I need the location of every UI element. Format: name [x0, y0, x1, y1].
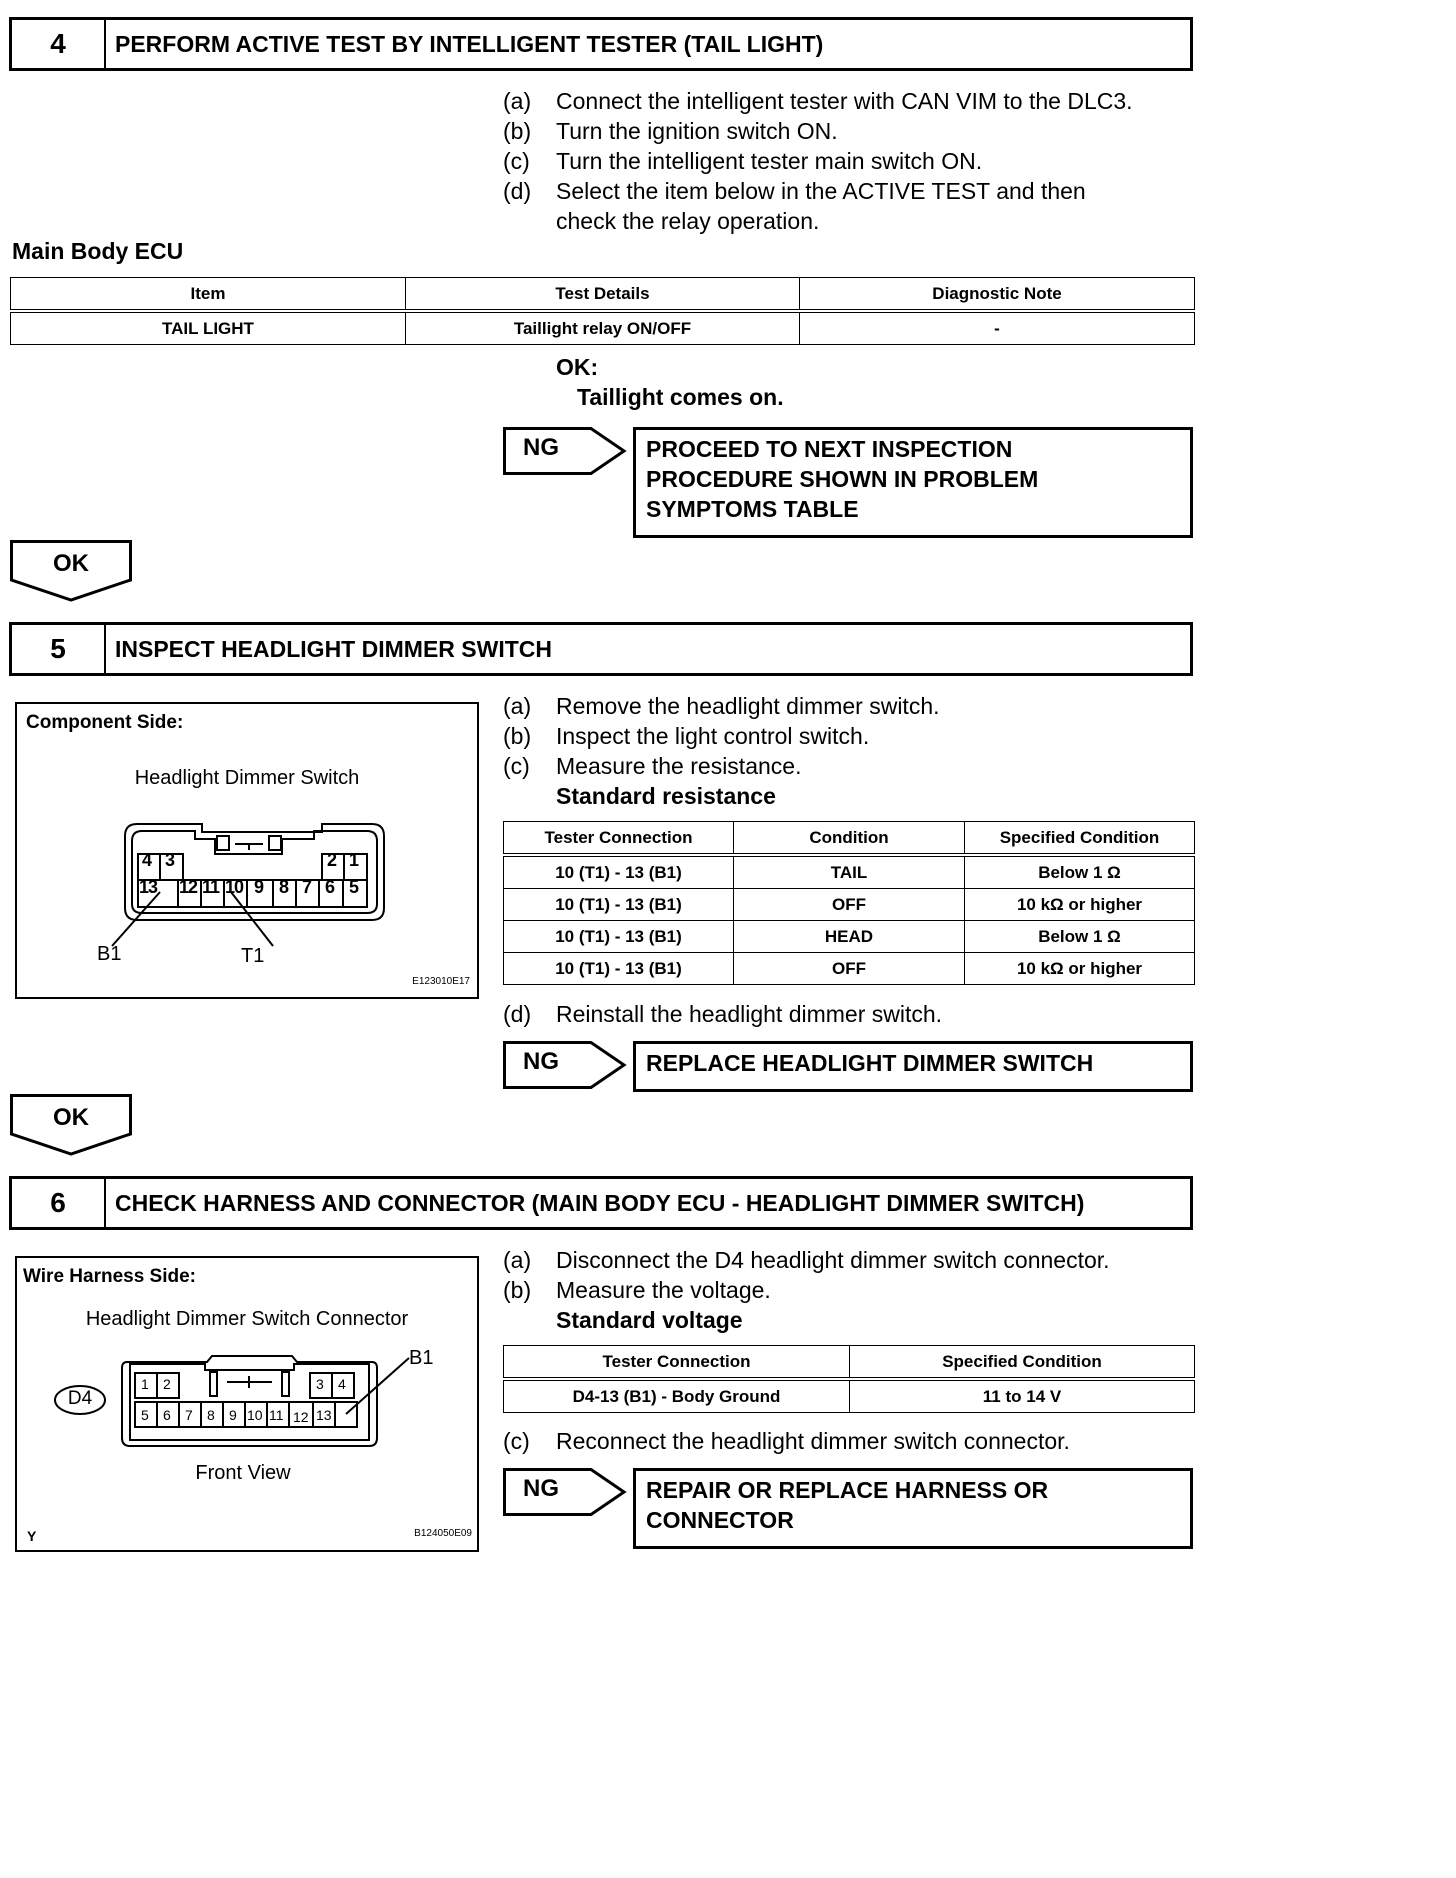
- step5-item-b: (b) Inspect the light control switch.: [503, 723, 870, 749]
- table-cell: Taillight relay ON/OFF: [406, 311, 800, 345]
- table-cell: OFF: [734, 889, 965, 921]
- pin-label: 11: [269, 1407, 284, 1423]
- table-row: [504, 855, 1195, 889]
- ok-criteria-text: Taillight comes on.: [577, 384, 784, 410]
- pin-label: 3: [316, 1376, 324, 1392]
- step6-instructions: [503, 1245, 1110, 1335]
- callout-b1: B1: [97, 943, 122, 965]
- table-row: [504, 953, 1195, 985]
- pin-label: 10: [225, 877, 244, 897]
- ng-action-box: [633, 427, 1193, 538]
- table-header-cell: Specified Condition: [965, 822, 1195, 856]
- ng-label: NG: [523, 434, 559, 461]
- ng-arrow-icon: [503, 427, 627, 475]
- step5-instructions: [503, 691, 940, 811]
- step4-item-d: (d) Select the item below in the ACTIVE TEST and then: [503, 178, 1086, 204]
- ng-tag: [503, 427, 627, 475]
- step4-item-c: (c) Turn the intelligent tester main switch ON.: [503, 148, 983, 174]
- table-header-cell: Condition: [734, 822, 965, 856]
- step6-number: 6: [12, 1179, 106, 1227]
- step5-number: 5: [12, 625, 106, 673]
- wire-harness-side-figure: [15, 1256, 479, 1552]
- ng-tag: [503, 1468, 627, 1516]
- step4-title: PERFORM ACTIVE TEST BY INTELLIGENT TESTER (TAIL LIGHT): [115, 30, 824, 57]
- pin-label: 8: [279, 877, 290, 897]
- table-cell: 10 (T1) - 13 (B1): [504, 889, 734, 921]
- ng-tag: [503, 1041, 627, 1089]
- figure-side-label: Wire Harness Side:: [23, 1266, 197, 1287]
- table-cell: OFF: [734, 953, 965, 985]
- step4-item-a: (a) Connect the intelligent tester with CAN VIM to the DLC3.: [503, 88, 1133, 114]
- ng-action-line: PROCEED TO NEXT INSPECTION: [646, 436, 1013, 462]
- callout-t1: T1: [241, 945, 265, 967]
- step6-item-b: (b) Measure the voltage.: [503, 1277, 771, 1303]
- table-cell: 10 (T1) - 13 (B1): [504, 953, 734, 985]
- table-cell: Below 1 Ω: [965, 921, 1195, 953]
- table-header-cell: Item: [11, 278, 406, 312]
- step5-header: [9, 622, 1193, 676]
- pin-label: 2: [327, 850, 338, 870]
- pin-label: 8: [207, 1407, 215, 1423]
- step5-title: INSPECT HEADLIGHT DIMMER SWITCH: [115, 635, 552, 662]
- ng-label: NG: [523, 1048, 559, 1075]
- corner-letter: Y: [27, 1528, 37, 1544]
- figure-component-label: Headlight Dimmer Switch Connector: [85, 1308, 409, 1330]
- table-row: [504, 921, 1195, 953]
- table-row: [11, 311, 1195, 345]
- ng-action-box: [633, 1041, 1193, 1092]
- ng-arrow-icon: [503, 1041, 627, 1089]
- step6-title: CHECK HARNESS AND CONNECTOR (MAIN BODY ECU - HEADLIGHT DIMMER SWITCH): [115, 1189, 1085, 1216]
- table-header-cell: Diagnostic Note: [800, 278, 1195, 312]
- ok-arrow: [10, 1094, 132, 1156]
- view-label: Front View: [195, 1462, 291, 1484]
- active-test-table: [10, 277, 1195, 345]
- callout-b1: B1: [409, 1347, 434, 1369]
- table-cell: 10 (T1) - 13 (B1): [504, 855, 734, 889]
- figure-component-label: Headlight Dimmer Switch: [134, 767, 360, 789]
- step4-item-b: (b) Turn the ignition switch ON.: [503, 118, 838, 144]
- ng-action-line: REPAIR OR REPLACE HARNESS OR: [646, 1477, 1049, 1503]
- ok-arrow-label: OK: [53, 550, 89, 577]
- resistance-table: [503, 821, 1195, 985]
- table-row: [504, 889, 1195, 921]
- step6-spec-title: Standard voltage: [556, 1307, 743, 1333]
- figure-code: E123010E17: [412, 976, 470, 987]
- pin-label: 10: [247, 1407, 263, 1423]
- table-cell: TAIL: [734, 855, 965, 889]
- table-header-cell: Tester Connection: [504, 822, 734, 856]
- step4-item-d-cont: check the relay operation.: [556, 208, 820, 234]
- step5-item-c: (c) Measure the resistance.: [503, 753, 802, 779]
- table-header-row: [504, 822, 1195, 856]
- pin-label: 1: [141, 1376, 149, 1392]
- ng-action-line: SYMPTOMS TABLE: [646, 496, 859, 522]
- table-cell: 10 (T1) - 13 (B1): [504, 921, 734, 953]
- step4-header: [9, 17, 1193, 71]
- ng-action-box: [633, 1468, 1193, 1549]
- pin-label: 13: [316, 1407, 332, 1423]
- component-side-figure: [15, 702, 479, 999]
- step4-instructions: [503, 86, 1133, 236]
- connector-id: D4: [67, 1388, 93, 1409]
- pin-label: 9: [229, 1407, 237, 1423]
- pin-label: 12: [293, 1409, 309, 1425]
- ng-action-line: CONNECTOR: [646, 1507, 794, 1533]
- step5-spec-title: Standard resistance: [556, 783, 776, 809]
- table-cell: HEAD: [734, 921, 965, 953]
- pin-label: 6: [163, 1407, 171, 1423]
- pin-label: 9: [254, 877, 265, 897]
- pin-label: 4: [338, 1376, 346, 1392]
- ng-arrow-icon: [503, 1468, 627, 1516]
- table-row: [504, 1379, 1195, 1413]
- table-cell: -: [800, 311, 1195, 345]
- pin-label: 4: [142, 850, 153, 870]
- pin-label: 11: [202, 877, 220, 897]
- pin-label: 7: [185, 1407, 193, 1423]
- table-cell: 10 kΩ or higher: [965, 953, 1195, 985]
- table-header-cell: Test Details: [406, 278, 800, 312]
- table-cell: D4-13 (B1) - Body Ground: [504, 1379, 850, 1413]
- table-header-row: [504, 1346, 1195, 1380]
- table-cell: 11 to 14 V: [850, 1379, 1195, 1413]
- step6-instruction-c: (c) Reconnect the headlight dimmer switch connector.: [503, 1428, 1070, 1454]
- pin-label: 13: [139, 877, 158, 897]
- pin-label: 12: [179, 877, 198, 897]
- table-header-cell: Specified Condition: [850, 1346, 1195, 1380]
- step5-instruction-d: (d) Reinstall the headlight dimmer switch.: [503, 1001, 943, 1027]
- table-cell: 10 kΩ or higher: [965, 889, 1195, 921]
- pin-label: 1: [349, 850, 360, 870]
- ok-criteria-label: OK:: [556, 354, 599, 380]
- table-caption: Main Body ECU: [12, 238, 184, 264]
- pin-label: 5: [349, 877, 360, 897]
- ok-arrow: [10, 540, 132, 602]
- pin-label: 7: [302, 877, 313, 897]
- step6-header: [9, 1176, 1193, 1230]
- table-cell: TAIL LIGHT: [11, 311, 406, 345]
- voltage-table: [503, 1345, 1195, 1413]
- step4-number: 4: [12, 20, 106, 68]
- pin-label: 2: [163, 1376, 171, 1392]
- step6-item-a: (a) Disconnect the D4 headlight dimmer switch connector.: [503, 1247, 1110, 1273]
- pin-label: 3: [165, 850, 176, 870]
- table-cell: Below 1 Ω: [965, 855, 1195, 889]
- ok-arrow-label: OK: [53, 1104, 89, 1131]
- table-header-cell: Tester Connection: [504, 1346, 850, 1380]
- step5-item-a: (a) Remove the headlight dimmer switch.: [503, 693, 940, 719]
- figure-side-label: Component Side:: [26, 712, 184, 733]
- pin-label: 5: [141, 1407, 149, 1423]
- pin-label: 6: [325, 877, 336, 897]
- ng-label: NG: [523, 1475, 559, 1502]
- table-header-row: [11, 278, 1195, 312]
- ng-action-line: PROCEDURE SHOWN IN PROBLEM: [646, 466, 1039, 492]
- figure-code: B124050E09: [414, 1528, 472, 1539]
- ng-action-line: REPLACE HEADLIGHT DIMMER SWITCH: [646, 1050, 1094, 1076]
